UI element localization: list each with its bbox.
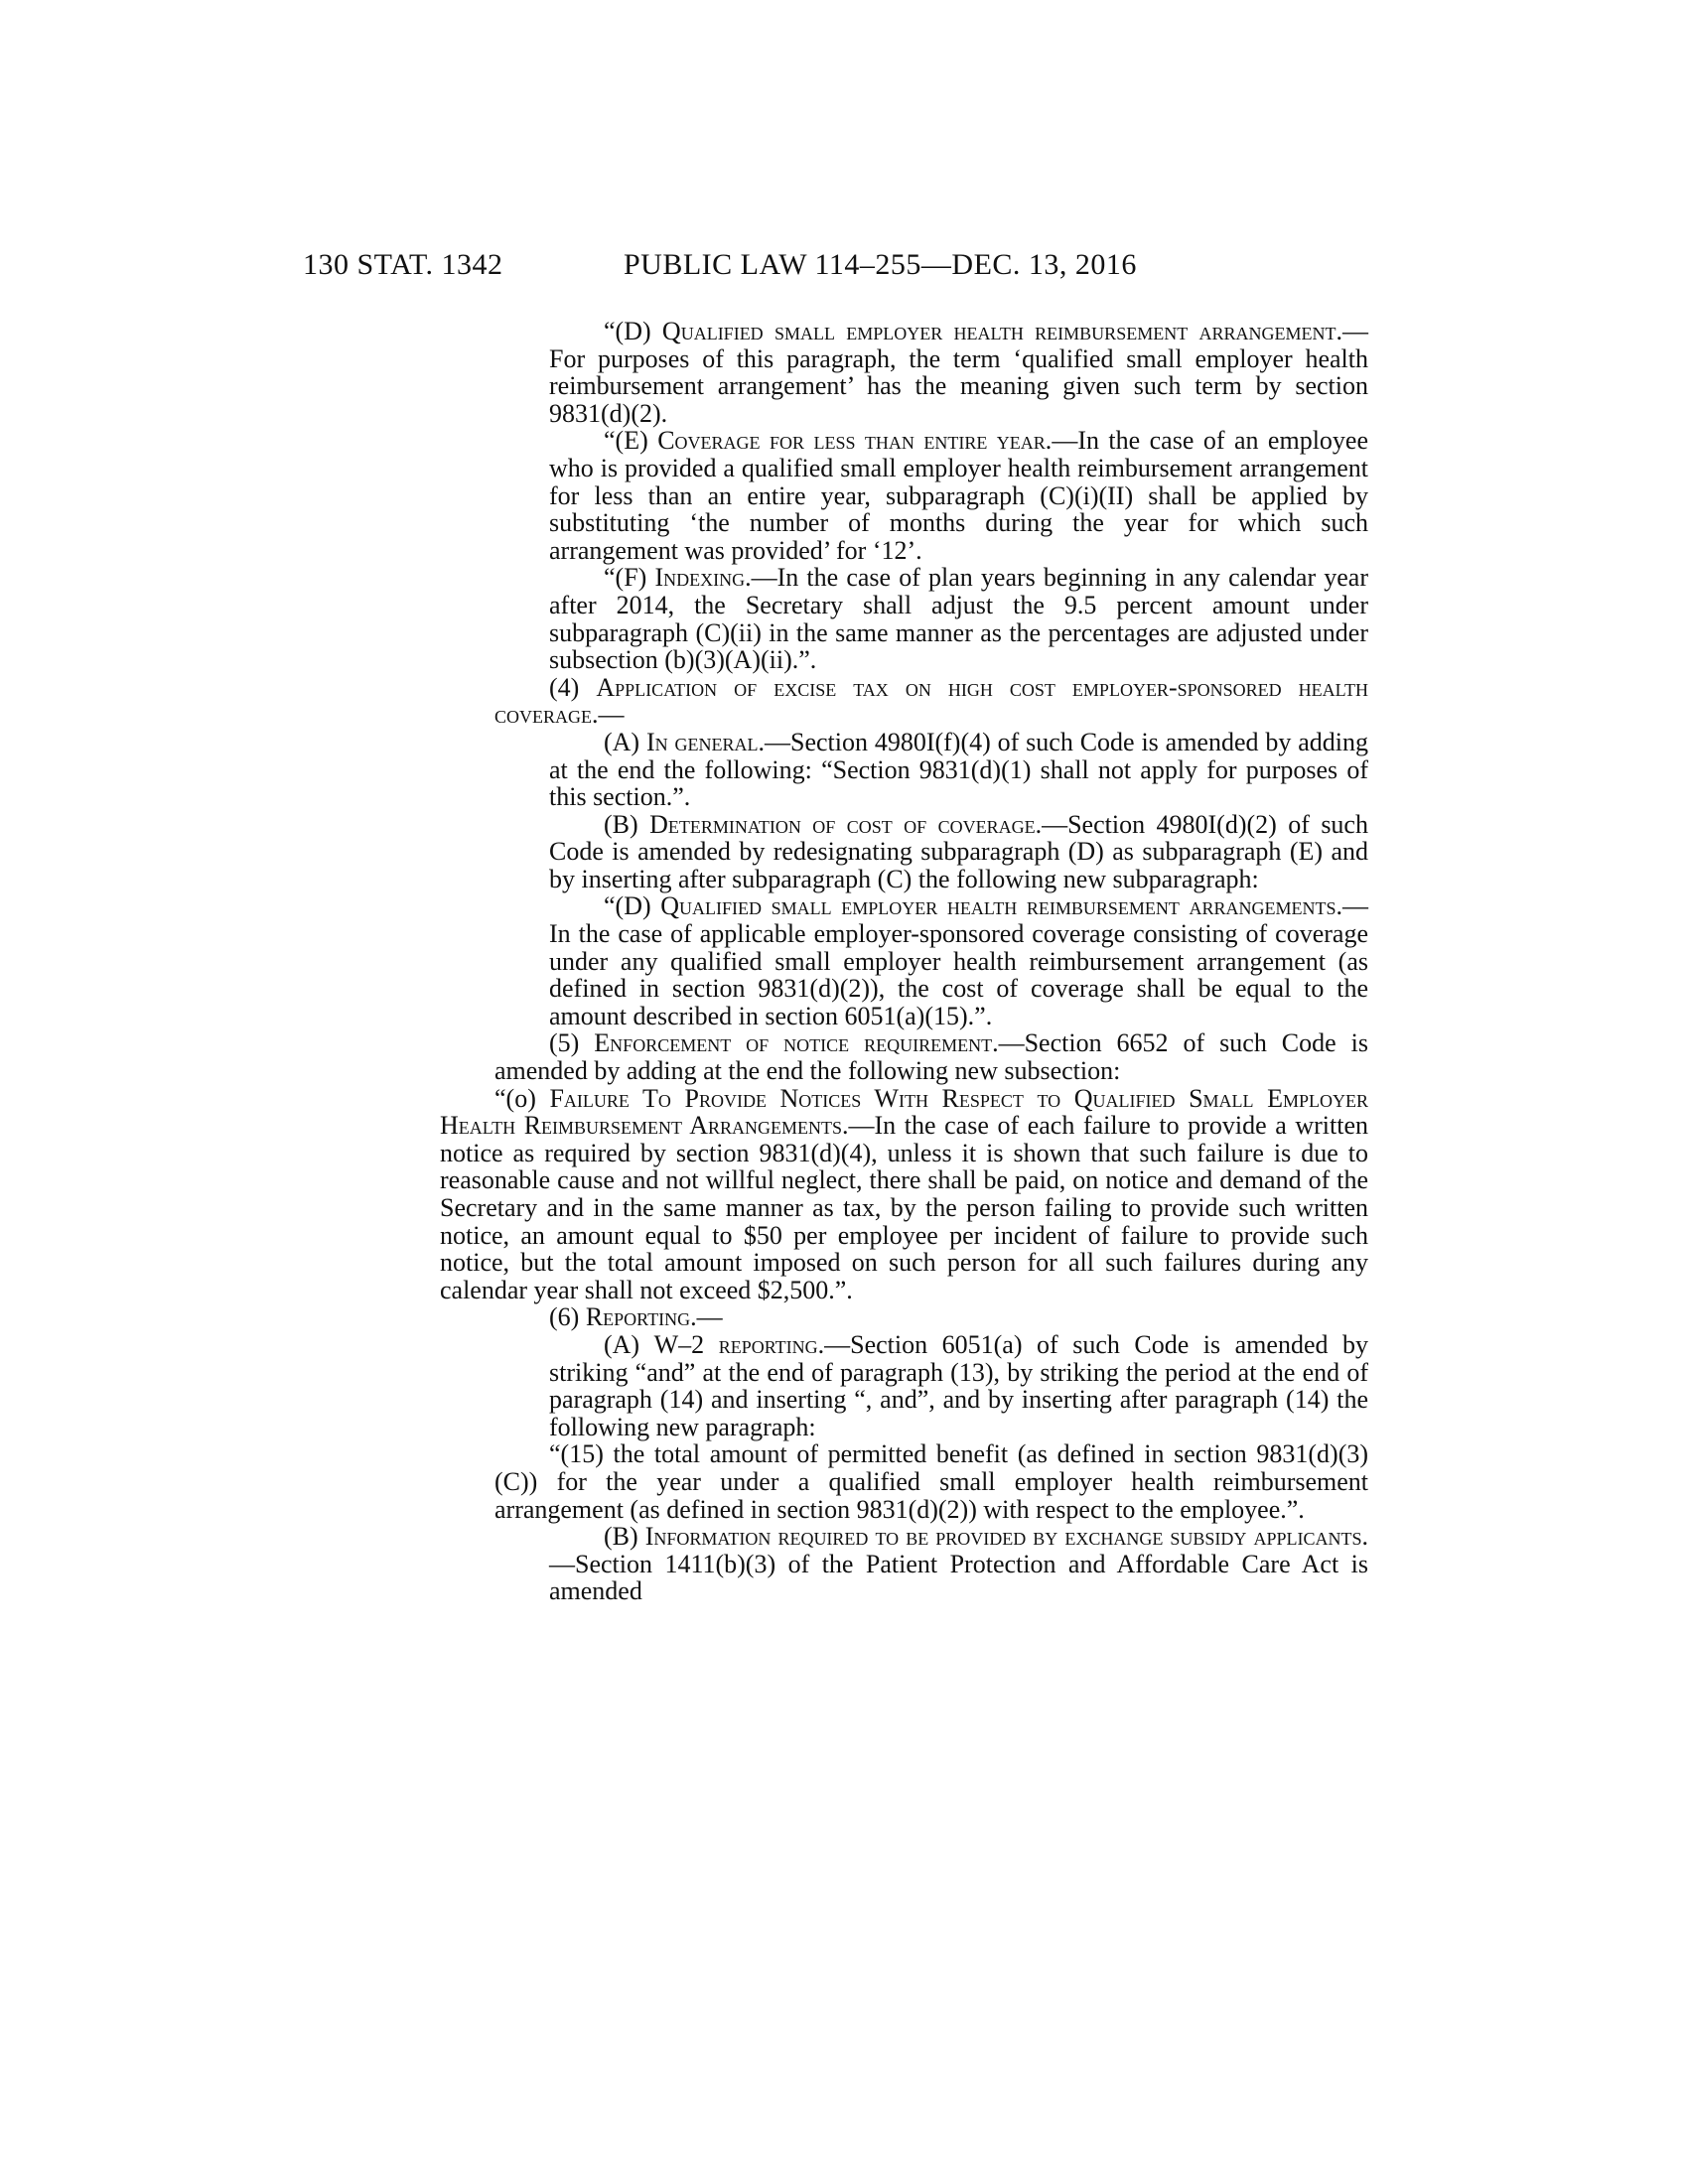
lead: “(o) [494,1083,550,1113]
text: —In the case of an employee who is provided a qualified small employer health reimbursement arrangement for less than an entire year, subparagraph (C)(i)(II) shall be applied by substituting ‘the number of months during the year for which such arrangement was provided’ for ‘12’. [549,426,1368,565]
heading: Information required to be provided by exchange subsidy applicants. [644,1522,1368,1552]
lead: “(E) [604,426,658,456]
text: — [598,700,625,730]
subparagraph-f-indexing [549,564,1368,673]
heading: Determination of cost of coverage. [649,809,1043,839]
heading: Failure To Provide Notices With Respect to Qualified Small Employer Health Reimbursement Arrangements. [440,1083,1369,1141]
lead: “(D) [604,891,661,921]
heading: W–2 reporting. [653,1329,825,1359]
text: —In the case of each failure to provide a written notice as required by section 9831(d)(4), unless it is shown that such failure is due to reasonable cause and not willful neglect, there shall be paid, on notice and demand of the Secretary and in the same manner as tax, by the person failing to provide such written notice, an amount equal to $50 per employee per incident of failure to provide such notice, but the total amount imposed on such person for all such failures during any calendar year shall not exceed $2,500.”. [440,1111,1368,1304]
lead: (B) [604,1522,645,1552]
lead: “(D) [604,317,662,345]
lead: (6) [549,1302,586,1332]
lead: (B) [604,809,650,839]
subparagraph-6b-information [549,1523,1368,1605]
paragraph-15-amount [494,1440,1368,1523]
statute-page-number: 130 STAT. 1342 [303,248,503,281]
subparagraph-6a-w2 [549,1331,1368,1440]
lead: (4) [549,672,597,702]
paragraph-5-enforcement [494,1029,1368,1084]
text: — [696,1302,723,1332]
text: —In the case of applicable employer-sponsored coverage consisting of coverage under any qualified small employer health reimbursement arrangement (as defined in section 9831(d)(2)), the cost of coverage shall be equal to the amount described in section 6051(a)(15).”. [549,891,1368,1030]
heading: Enforcement of notice requirement. [594,1028,999,1058]
text: —Section 1411(b)(3) of the Patient Protection and Affordable Care Act is amended [549,1549,1368,1606]
heading: Qualified small employer health reimbursement arrangement. [661,317,1342,345]
page-header [0,248,1688,288]
lead: (A) [604,727,646,756]
public-law-title: PUBLIC LAW 114–255—DEC. 13, 2016 [624,248,1137,281]
heading: Coverage for less than entire year. [657,426,1053,456]
paragraph-4-excise-tax [494,674,1368,729]
text: —Section 4980I(f)(4) of such Code is amended by adding at the end the following: “Section 9831(d)(1) shall not apply for purposes of this section.”. [549,727,1368,812]
paragraph-6-reporting [494,1303,1368,1331]
text: the total amount of permitted benefit (as defined in section 9831(d)(3)(C)) for the year under a qualified small employer health reimbursement arrangement (as defined in section 9831(d)(2)) with respect to the employee.”. [494,1439,1369,1524]
subsection-o-failure [440,1085,1368,1304]
lead: “(F) [604,563,655,593]
lead: (A) [604,1329,654,1359]
text: —In the case of plan years beginning in any calendar year after 2014, the Secretary shall adjust the 9.5 percent amount under subparagraph (C)(ii) in the same manner as the percentages are adjusted under subsection (b)(3)(A)(ii).”. [549,563,1368,675]
text: —Section 6652 of such Code is amended by adding at the end the following new subsection: [494,1028,1368,1086]
text: —Section 6051(a) of such Code is amended by striking “and” at the end of paragraph (13), by striking the period at the end of paragraph (14) and inserting “, and”, and by inserting after paragraph (14) the following new paragraph: [549,1329,1369,1441]
heading: Qualified small employer health reimbursement arrangements. [660,891,1342,921]
heading: In general. [645,727,765,756]
text: —For purposes of this paragraph, the term ‘qualified small employer health reimbursement arrangement’ has the meaning given such term by section 9831(d)(2). [549,317,1368,428]
lead: “(15) [549,1439,614,1469]
heading: Application of excise tax on high cost employer-sponsored health coverage. [494,672,1368,730]
lead: (5) [549,1028,595,1058]
subparagraph-d-definition [549,318,1368,427]
heading: Reporting. [585,1302,697,1332]
subparagraph-e-coverage [549,427,1368,564]
text: —Section 4980I(d)(2) of such Code is amended by redesignating subparagraph (D) as subparagraph (E) and by inserting after subparagraph (C) the following new subparagraph: [549,809,1368,893]
subparagraph-4b-cost [549,811,1368,893]
subparagraph-d-arrangements [549,892,1368,1029]
subparagraph-4a-in-general [549,729,1368,811]
heading: Indexing. [654,563,752,593]
statute-body [440,317,1369,1606]
